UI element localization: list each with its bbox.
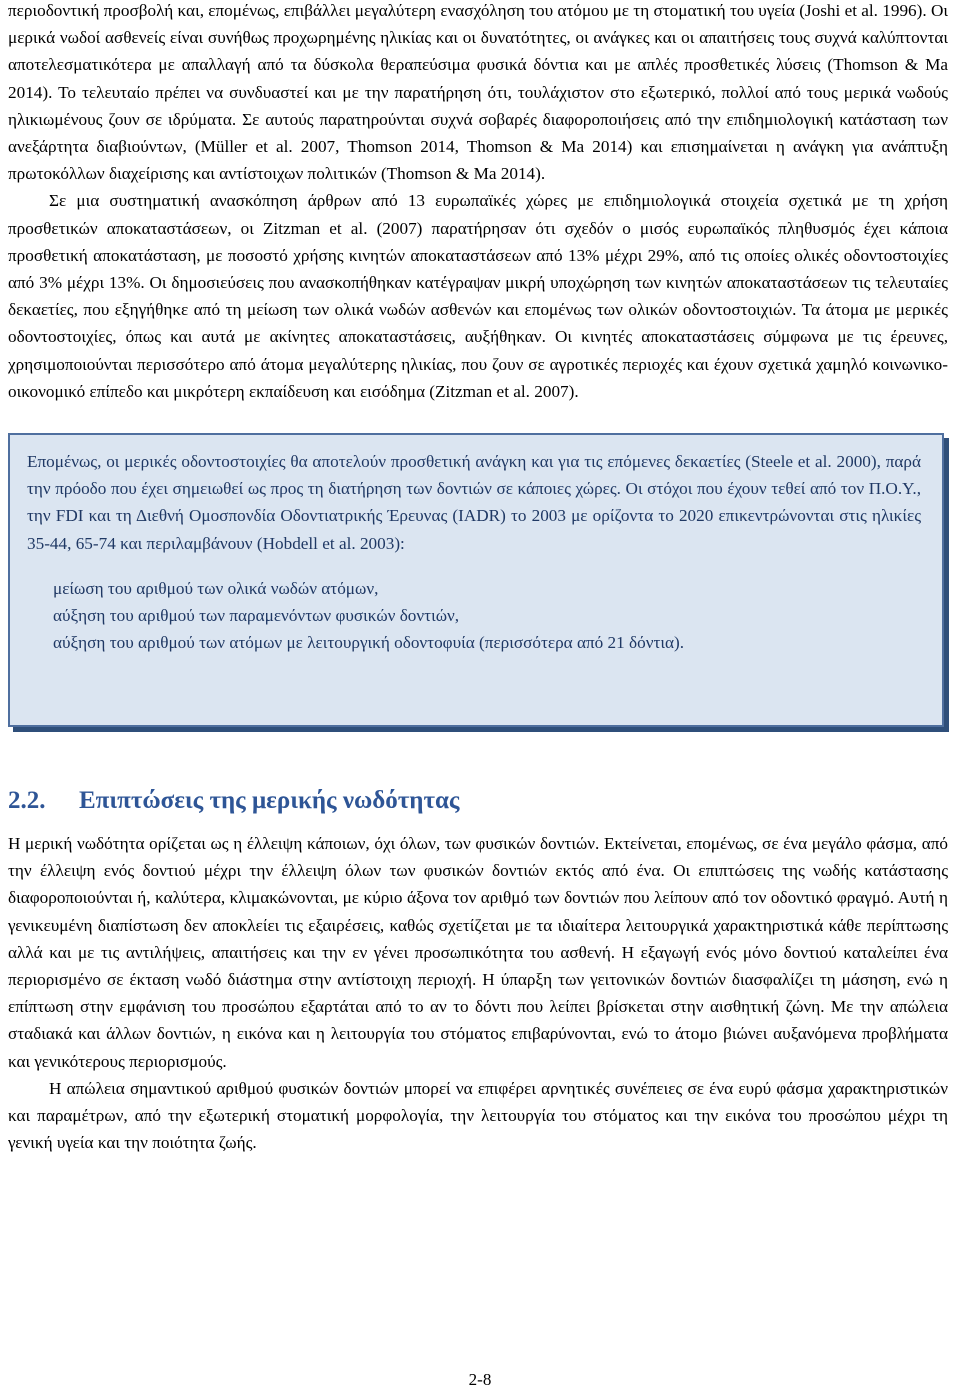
paragraph-definition: Η μερική νωδότητα ορίζεται ως η έλλειψη κάποιων, όχι όλων, των φυσικών δοντιών. Εκτείνεται, επομένως, σε ένα μεγάλο φάσμα, από την έλλειψη ενός δοντιού μέχρι την έλλειψη όλων των φυσικών δοντιών εκτός από ένα. Οι επιπτώσεις της νωδής κατάστασης διαφοροποιούνται ή, καλύτερα, κλιμακώνονται, με κύριο άξονα τον αριθμό των δοντιών που λείπουν από τον οδοντικό φραγμό. Αυτή η γενικευμένη διαπίστωση δεν αποκλείει τις εξαιρέσεις, καθώς σχετίζεται με τα ιδιαίτερα λειτουργικά χαρακτηριστικά κάθε περίπτωσης αλλά και με τις αντιλήψεις, απαιτήσεις και την εν γένει προσωπικότητα του ασθενή. Η εξαγωγή ενός μόνο δοντιού καταλείπει ένα περιορισμένο σε έκταση νωδό διάστημα στην αντίστοιχη περιοχή. Η ύπαρξη των γειτονικών δοντιών διασφαλίζει τη μάσηση, ενώ η επίπτωση στην εμφάνιση του προσώπου εξαρτάται από το αν το δόντι που λείπει βρίσκεται στην αισθητική ζώνη. Με την απώλεια σταδιακά και άλλων δοντιών, η εικόνα και η λειτουργία του στόματος επιβαρύνονται, ενώ το άτομο βιώνει αυξανόμενα προβλήματα και γενικότερους περιορισμούς. [8,834,948,1071]
paragraph-review: Σε μια συστηματική ανασκόπηση άρθρων από 13 ευρωπαϊκές χώρες με επιδημιολογικά στοιχεία σχετικά με τη χρήση προσθετικών αποκαταστάσεων, οι Zitzman et al. (2007) παρατήρησαν ότι σχεδόν ο μισός ευρωπαϊκός πληθυσμός έχει κάποια προσθετική αποκατάσταση, με ποσοστό χρήσης κινητών αποκαταστάσεων από 13% μέχρι 29%, από τις οποίες ολικές οδοντοστοιχίες από 3% μέχρι 13%. Οι δημοσιεύσεις που ανασκοπήθηκαν κατέγραψαν μικρή υποχώρηση των κινητών αποκαταστάσεων τις τελευταίες δεκαετίες, που εξηγήθηκε από τη μείωση των ολικά νωδών ασθενών και επομένως των ολικών οδοντοστοιχιών. Τα άτομα με μερικές οδοντοστοιχίες, όπως και αυτά με ακίνητες αποκαταστάσεις, αυξήθηκαν. Οι κινητές αποκαταστάσεις σύμφωνα με τις έρευνες, χρησιμοποιούνται περισσότερο από άτομα μεγαλύτερης ηλικίας, που ζουν σε αγροτικές περιοχές και έχουν σχετικά χαμηλό κοινωνικο-οικονομικό επίπεδο και μικρότερη εκπαίδευση και εισόδημα (Zitzman et al. 2007). [8,191,948,401]
document-page [8,0,948,1156]
paragraph-intro: περιοδοντική προσβολή και, επομένως, επιβάλλει μεγαλύτερη ενασχόληση του ατόμου με τη στοματική του υγεία (Joshi et al. 1996). Οι μερικά νωδοί ασθενείς είναι συνήθως προχωρημένης ηλικίας και οι δυνατότητες, οι ανάγκες και οι απαιτήσεις τους συχνά καλύπτονται αποτελεσματικότερα με απαλλαγή από τα δύσκολα θεραπεύσιμα φυσικά δόντια και με απλές προσθετικές λύσεις (Thomson & Ma 2014). Το τελευταίο πρέπει να συνδυαστεί και με την παρατήρηση ότι, τουλάχιστον στο εξωτερικό, πολλοί από τους μερικά νωδούς ηλικιωμένους ζουν σε ιδρύματα. Σε αυτούς παρατηρούνται συχνά σοβαρές διαφοροποιήσεις από την επιδημιολογική κατάσταση των ανεξάρτητα διαβιούντων, (Müller et al. 2007, Thomson 2014, Thomson & Ma 2014) και επισημαίνεται η ανάγκη για ανάπτυξη πρωτοκόλλων διαχείρισης και αντίστοιχων πολιτικών (Thomson & Ma 2014). [8,1,948,184]
section-title: Επιπτώσεις της μερικής νωδότητας [79,787,460,815]
paragraph-loss: Η απώλεια σημαντικού αριθμού φυσικών δοντιών μπορεί να επιφέρει αρνητικές συνέπειες σε ένα ευρύ φάσμα χαρακτηριστικών και παραμέτρων, από την εξωτερική στοματική μορφολογία, την λειτουργία του στόματος και την εικόνα του προσώπου μέχρι τη γενική υγεία και την ποιότητα ζωής. [8,1078,948,1153]
callout-box [8,433,950,733]
callout-panel [8,433,944,727]
section-heading [8,787,948,815]
goal-item: μείωση του αριθμού των ολικά νωδών ατόμων, [53,578,379,598]
goal-item: αύξηση του αριθμού των παραμενόντων φυσικών δοντιών, [53,606,460,626]
callout-text: Επομένως, οι μερικές οδοντοστοιχίες θα αποτελούν προσθετική ανάγκη και για τις επόμενες δεκαετίες (Steele et al. 2000), παρά την πρόοδο που έχει σημειωθεί ως προς τη διατήρηση των δοντιών σε κάποιες χώρες. Οι στόχοι που έχουν τεθεί από τον Π.Ο.Υ., την FDI και τη Διεθνή Ομοσπονδία Οδοντιατρικής Έρευνας (IADR) το 2003 με ορίζοντα το 2020 επικεντρώνονται στις ηλικίες 35-44, 65-74 και περιλαμβάνουν (Hobdell et al. 2003): [27,452,921,553]
goals-list [53,575,921,657]
page-number: 2-8 [468,1370,492,1389]
goal-item: αύξηση του αριθμού των ατόμων με λειτουργική οδοντοφυία (περισσότερα από 21 δόντια). [53,633,685,653]
section-number: 2.2. [8,787,46,815]
